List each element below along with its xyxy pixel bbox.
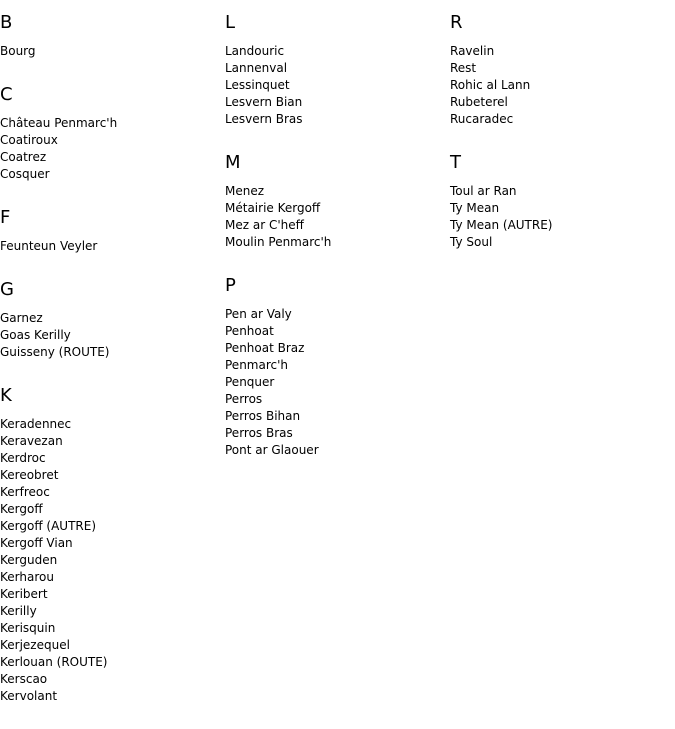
place-link[interactable]: Kerscao bbox=[0, 672, 48, 686]
list-item bbox=[225, 357, 450, 374]
list-item bbox=[225, 340, 450, 357]
list-item bbox=[225, 442, 450, 459]
list-item bbox=[225, 200, 450, 217]
place-link[interactable]: Kerguden bbox=[0, 553, 58, 567]
place-list bbox=[225, 183, 450, 251]
place-link[interactable]: Keradennec bbox=[0, 417, 72, 431]
letter-heading: K bbox=[0, 385, 12, 406]
place-link[interactable]: Rubeterel bbox=[450, 95, 508, 109]
place-link[interactable]: Lessinquet bbox=[225, 78, 290, 92]
list-item bbox=[0, 450, 225, 467]
place-list bbox=[0, 310, 225, 361]
place-link[interactable]: Coatiroux bbox=[0, 133, 58, 147]
list-item bbox=[225, 60, 450, 77]
letter-heading: M bbox=[225, 152, 241, 173]
letter-heading: R bbox=[450, 12, 463, 33]
place-link[interactable]: Château Penmarc'h bbox=[0, 116, 118, 130]
place-link[interactable]: Kergoff bbox=[0, 502, 43, 516]
place-link[interactable]: Perros Bihan bbox=[225, 409, 301, 423]
list-item bbox=[225, 306, 450, 323]
place-link[interactable]: Kervolant bbox=[0, 689, 58, 703]
place-link[interactable]: Lannenval bbox=[225, 61, 288, 75]
place-list bbox=[0, 115, 225, 183]
list-item bbox=[225, 94, 450, 111]
place-link[interactable]: Pont ar Glaouer bbox=[225, 443, 319, 457]
place-link[interactable]: Kerfreoc bbox=[0, 485, 50, 499]
letter-heading: G bbox=[0, 279, 14, 300]
index-column bbox=[450, 0, 675, 275]
place-link[interactable]: Penmarc'h bbox=[225, 358, 289, 372]
letter-group bbox=[0, 84, 225, 183]
list-item bbox=[450, 200, 675, 217]
list-item bbox=[450, 183, 675, 200]
place-link[interactable]: Kerharou bbox=[0, 570, 54, 584]
place-link[interactable]: Penhoat Braz bbox=[225, 341, 305, 355]
letter-group bbox=[450, 152, 675, 251]
place-link[interactable]: Kerilly bbox=[0, 604, 37, 618]
list-item bbox=[0, 149, 225, 166]
place-link[interactable]: Keravezan bbox=[0, 434, 63, 448]
place-link[interactable]: Rest bbox=[450, 61, 477, 75]
list-item bbox=[0, 518, 225, 535]
list-item bbox=[0, 166, 225, 183]
place-link[interactable]: Ty Soul bbox=[450, 235, 493, 249]
letter-group bbox=[0, 207, 225, 255]
place-list bbox=[225, 306, 450, 459]
list-item bbox=[225, 43, 450, 60]
list-item bbox=[0, 344, 225, 361]
list-item bbox=[0, 586, 225, 603]
letter-heading: C bbox=[0, 84, 13, 105]
list-item bbox=[0, 535, 225, 552]
letter-heading: F bbox=[0, 207, 11, 228]
index-column bbox=[0, 0, 225, 729]
list-item bbox=[0, 310, 225, 327]
list-item bbox=[0, 637, 225, 654]
place-link[interactable]: Kerdroc bbox=[0, 451, 46, 465]
place-link[interactable]: Rucaradec bbox=[450, 112, 514, 126]
place-link[interactable]: Landouric bbox=[225, 44, 285, 58]
place-link[interactable]: Garnez bbox=[0, 311, 43, 325]
list-item bbox=[0, 620, 225, 637]
letter-heading: P bbox=[225, 275, 236, 296]
place-link[interactable]: Perros bbox=[225, 392, 263, 406]
list-item bbox=[450, 94, 675, 111]
list-item bbox=[0, 433, 225, 450]
list-item bbox=[0, 132, 225, 149]
place-list bbox=[0, 416, 225, 705]
place-link[interactable]: Toul ar Ran bbox=[450, 184, 517, 198]
list-item bbox=[0, 43, 225, 60]
place-link[interactable]: Lesvern Bras bbox=[225, 112, 303, 126]
list-item bbox=[225, 111, 450, 128]
place-link[interactable]: Feunteun Veyler bbox=[0, 239, 98, 253]
place-link[interactable]: Lesvern Bian bbox=[225, 95, 303, 109]
place-link[interactable]: Penhoat bbox=[225, 324, 274, 338]
list-item bbox=[450, 60, 675, 77]
list-item bbox=[0, 238, 225, 255]
place-link[interactable]: Rohic al Lann bbox=[450, 78, 531, 92]
place-link[interactable]: Guisseny (ROUTE) bbox=[0, 345, 110, 359]
list-item bbox=[0, 484, 225, 501]
list-item bbox=[0, 671, 225, 688]
list-item bbox=[225, 408, 450, 425]
list-item bbox=[0, 569, 225, 586]
list-item bbox=[0, 654, 225, 671]
place-link[interactable]: Ty Mean bbox=[450, 201, 500, 215]
place-link[interactable]: Kerjezequel bbox=[0, 638, 70, 652]
list-item bbox=[0, 552, 225, 569]
place-link[interactable]: Mez ar C'heff bbox=[225, 218, 304, 232]
place-link[interactable]: Goas Kerilly bbox=[0, 328, 71, 342]
place-link[interactable]: Penquer bbox=[225, 375, 275, 389]
place-link[interactable]: Ty Mean (AUTRE) bbox=[450, 218, 553, 232]
place-link[interactable]: Kergoff (AUTRE) bbox=[0, 519, 97, 533]
list-item bbox=[0, 501, 225, 518]
letter-group bbox=[225, 12, 450, 128]
place-link[interactable]: Métairie Kergoff bbox=[225, 201, 321, 215]
place-link[interactable]: Bourg bbox=[0, 44, 36, 58]
list-item bbox=[225, 323, 450, 340]
place-link[interactable]: Moulin Penmarc'h bbox=[225, 235, 332, 249]
list-item bbox=[450, 43, 675, 60]
list-item bbox=[225, 234, 450, 251]
list-item bbox=[450, 234, 675, 251]
list-item bbox=[225, 77, 450, 94]
letter-group bbox=[0, 12, 225, 60]
letter-heading: B bbox=[0, 12, 13, 33]
list-item bbox=[450, 111, 675, 128]
letter-group bbox=[0, 385, 225, 705]
place-link[interactable]: Cosquer bbox=[0, 167, 50, 181]
place-link[interactable]: Keribert bbox=[0, 587, 48, 601]
place-link[interactable]: Kerlouan (ROUTE) bbox=[0, 655, 108, 669]
letter-group bbox=[225, 275, 450, 459]
list-item bbox=[0, 115, 225, 132]
place-link[interactable]: Coatrez bbox=[0, 150, 47, 164]
letter-group bbox=[225, 152, 450, 251]
letter-group bbox=[0, 279, 225, 361]
list-item bbox=[450, 217, 675, 234]
letter-group bbox=[450, 12, 675, 128]
list-item bbox=[0, 467, 225, 484]
place-link[interactable]: Pen ar Valy bbox=[225, 307, 292, 321]
place-link[interactable]: Kereobret bbox=[0, 468, 59, 482]
place-link[interactable]: Ravelin bbox=[450, 44, 495, 58]
place-list bbox=[450, 43, 675, 128]
place-list bbox=[0, 43, 225, 60]
list-item bbox=[0, 688, 225, 705]
list-item bbox=[0, 603, 225, 620]
list-item bbox=[225, 374, 450, 391]
place-link[interactable]: Kerisquin bbox=[0, 621, 56, 635]
list-item bbox=[225, 425, 450, 442]
place-list bbox=[0, 238, 225, 255]
letter-heading: T bbox=[450, 152, 461, 173]
letter-heading: L bbox=[225, 12, 236, 33]
place-list bbox=[450, 183, 675, 251]
place-link[interactable]: Menez bbox=[225, 184, 265, 198]
list-item bbox=[225, 391, 450, 408]
place-link[interactable]: Perros Bras bbox=[225, 426, 293, 440]
place-list bbox=[225, 43, 450, 128]
list-item bbox=[225, 183, 450, 200]
list-item bbox=[0, 327, 225, 344]
list-item bbox=[225, 217, 450, 234]
list-item bbox=[450, 77, 675, 94]
index-column bbox=[225, 0, 450, 483]
place-link[interactable]: Kergoff Vian bbox=[0, 536, 73, 550]
list-item bbox=[0, 416, 225, 433]
